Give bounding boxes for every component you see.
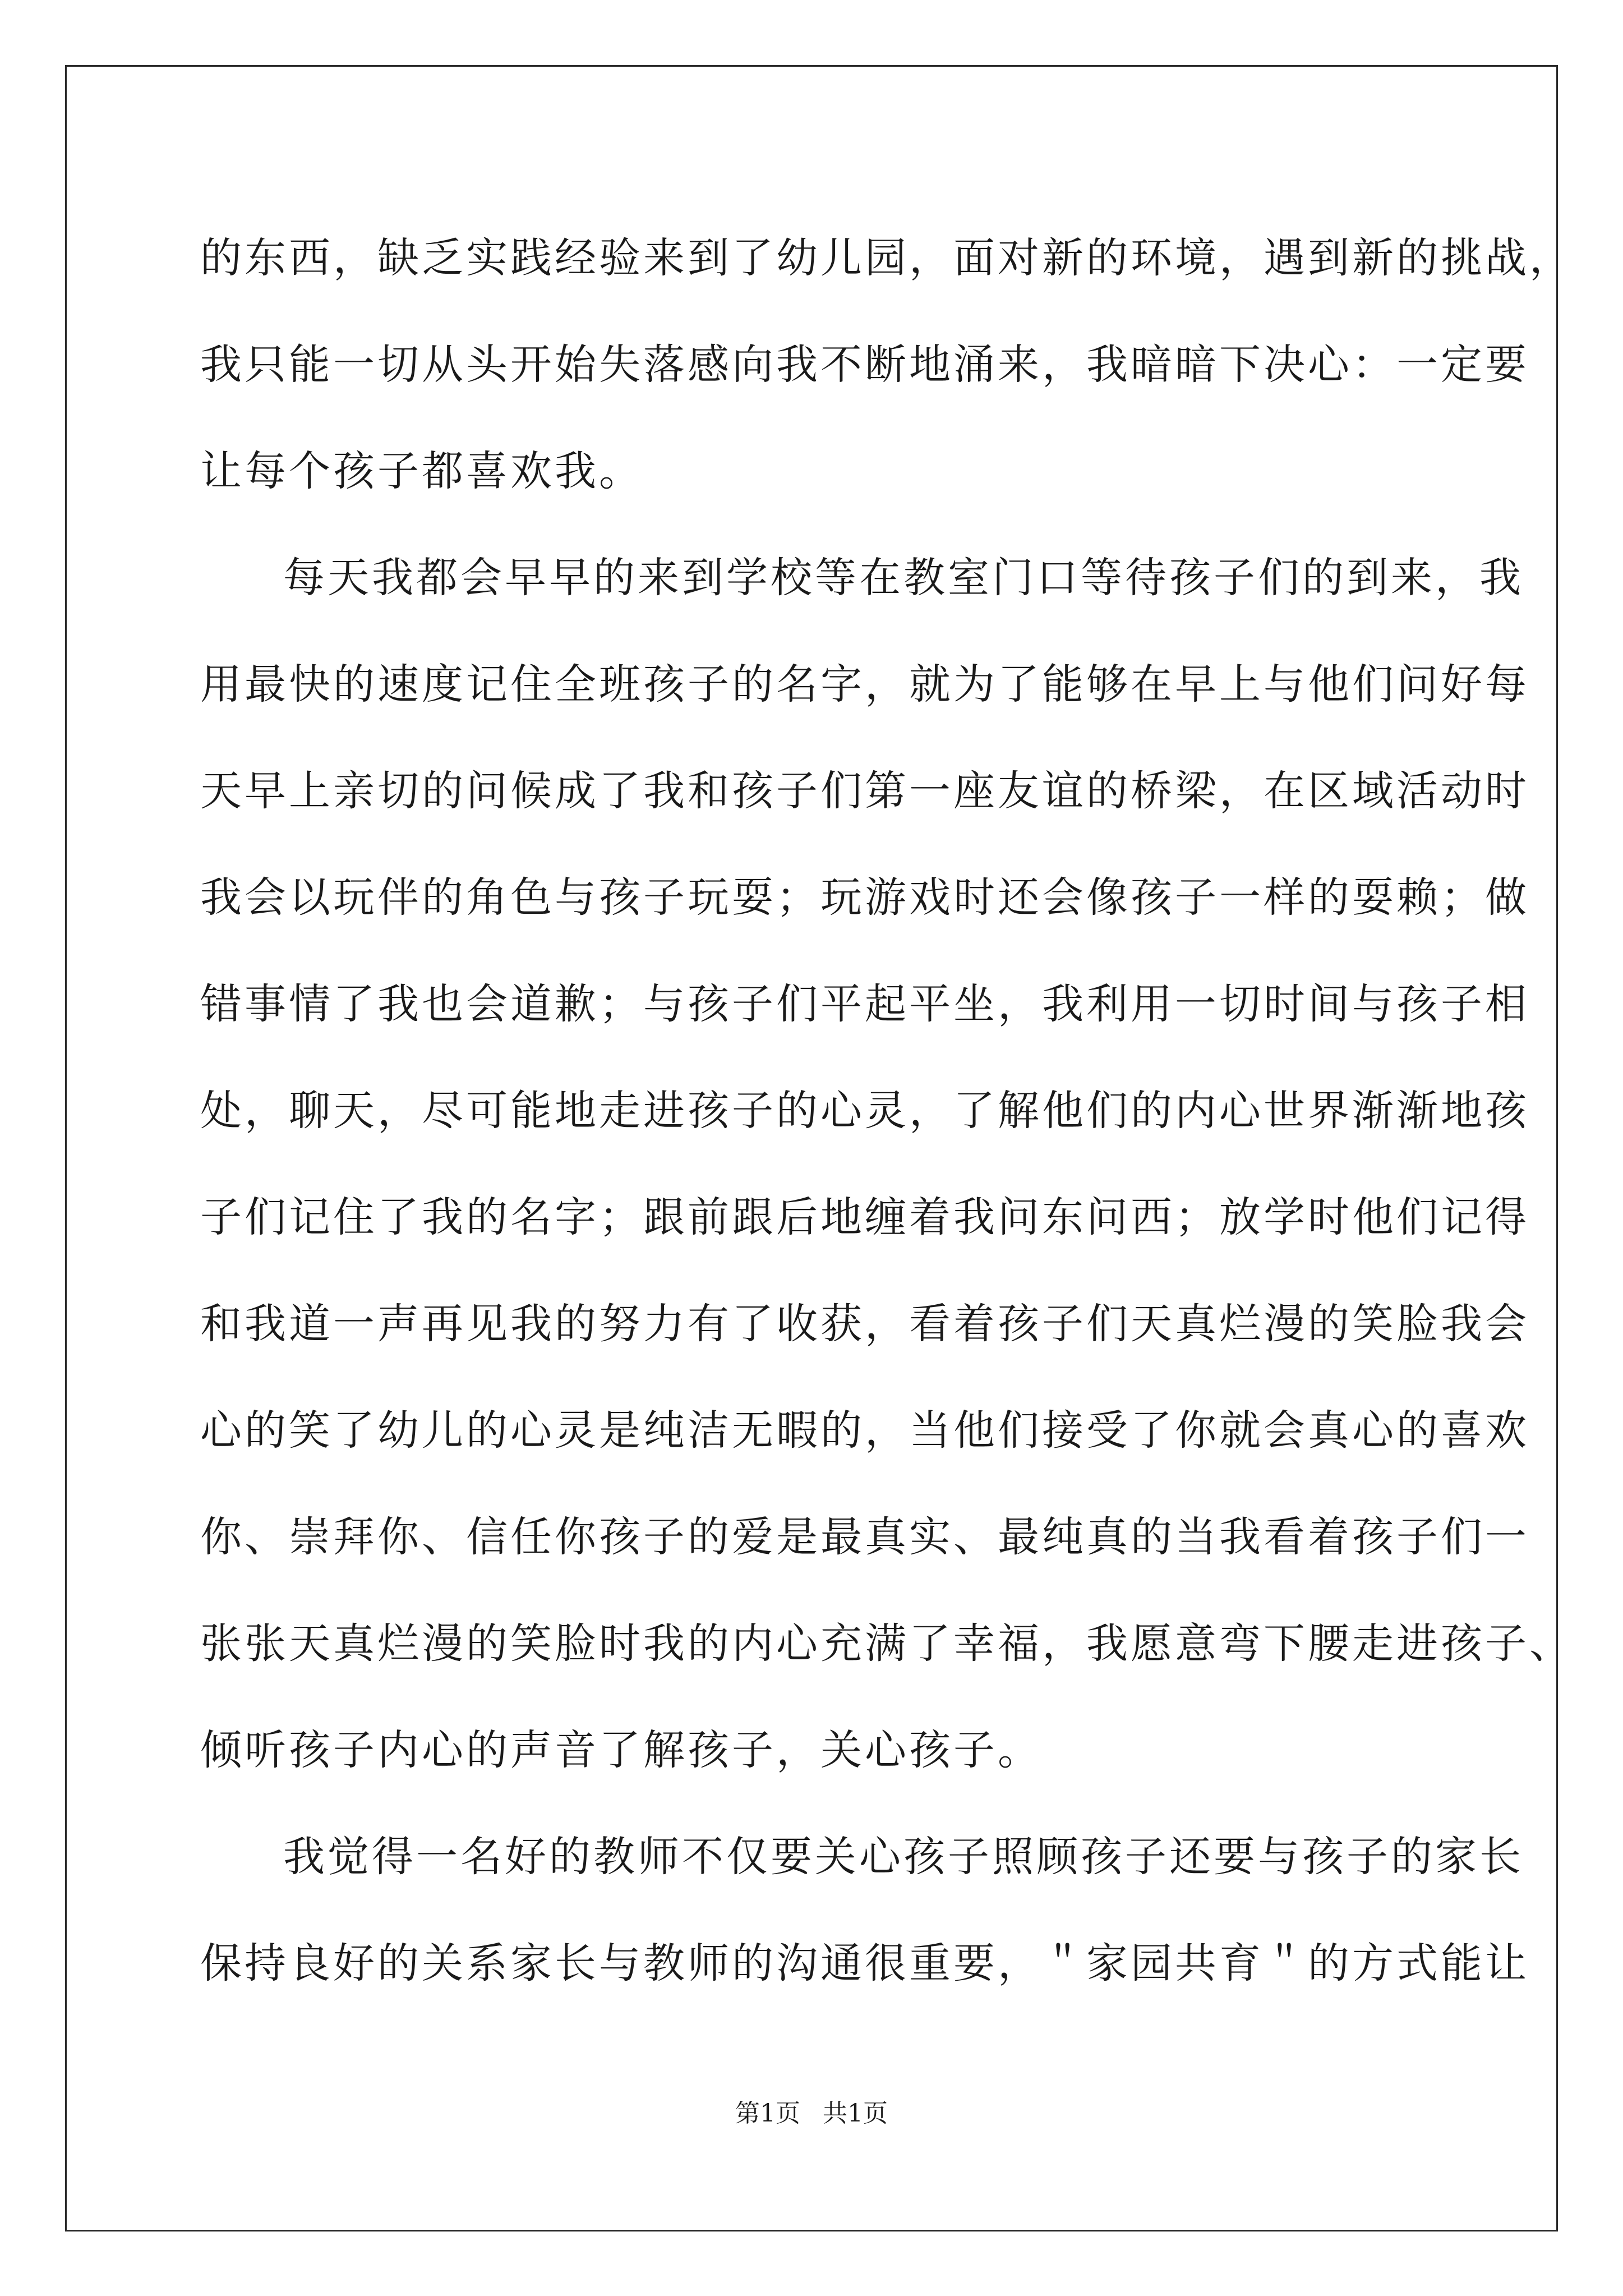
text-line: 保持良好的关系家长与教师的沟通很重要，＂家园共育＂的方式能让 [200,1939,1529,1987]
text-line: 的东西，缺乏实践经验来到了幼儿园，面对新的环境，遇到新的挑战， [200,234,1574,282]
paragraph-first-line: 每天我都会早早的来到学校等在教室门口等待孩子们的到来，我 [283,554,1524,602]
text-line: 心的笑了幼儿的心灵是纯洁无暇的，当他们接受了你就会真心的喜欢 [200,1406,1529,1455]
document-body [200,205,1574,2017]
text-line: 用最快的速度记住全班孩子的名字，就为了能够在早上与他们问好每 [200,660,1529,708]
text-line: 和我道一声再见我的努力有了收获，看着孩子们天真烂漫的笑脸我会 [200,1300,1529,1348]
text-line: 错事情了我也会道歉；与孩子们平起平坐，我利用一切时间与孩子相 [200,980,1529,1028]
text-line: 倾听孩子内心的声音了解孩子，关心孩子。 [200,1726,1042,1774]
paragraph-first-line: 我觉得一名好的教师不仅要关心孩子照顾孩子还要与孩子的家长 [283,1833,1524,1881]
text-line: 子们记住了我的名字；跟前跟后地缠着我问东问西；放学时他们记得 [200,1193,1529,1241]
page-footer [0,2097,1623,2131]
text-line: 天早上亲切的问候成了我和孩子们第一座友谊的桥梁，在区域活动时 [200,767,1529,815]
page-total: 共1页 [823,2099,888,2128]
text-line: 让每个孩子都喜欢我。 [200,447,643,495]
text-line: 我会以玩伴的角色与孩子玩耍；玩游戏时还会像孩子一样的耍赖；做 [200,873,1529,922]
text-line: 我只能一切从头开始失落感向我不断地涌来，我暗暗下决心：一定要 [200,341,1529,389]
text-line: 处，聊天，尽可能地走进孩子的心灵，了解他们的内心世界渐渐地孩 [200,1087,1529,1135]
text-line: 张张天真烂漫的笑脸时我的内心充满了幸福，我愿意弯下腰走进孩子、 [200,1619,1574,1668]
text-line: 你、崇拜你、信任你孩子的爱是最真实、最纯真的当我看着孩子们一 [200,1513,1529,1561]
page-number: 第1页 [735,2099,800,2128]
